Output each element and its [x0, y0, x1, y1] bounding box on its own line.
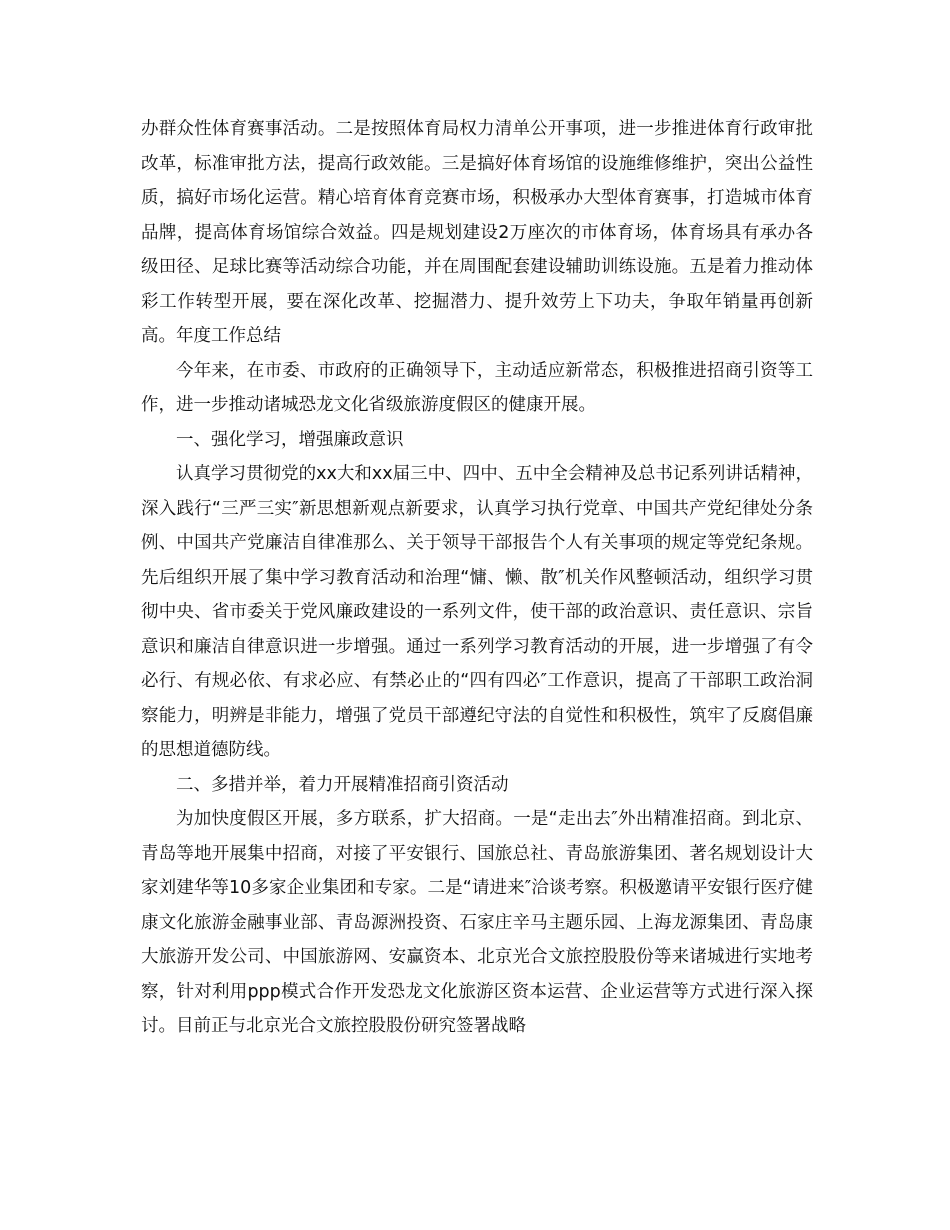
paragraph-party-study: 认真学习贯彻党的xx大和xx届三中、四中、五中全会精神及总书记系列讲话精神，深入践行“三严三实″新思想新观点新要求，认真学习执行党章、中国共产党纪律处分条例、中国共产党廉洁自律准那么、关于领导干部报告个人有关事项的规定等党纪条规。先后组织开展了集中学习教育活动和治理“慵、懒、散″机关作风整顿活动，组织学习贯彻中央、省市委关于党风廉政建设的一系列文件，使干部的政治意识、责任意识、宗旨意识和廉洁自律意识进一步增强。通过一系列学习教育活动的开展，进一步增强了有令必行、有规必依、有求必应、有禁必止的“四有四必″工作意识，提高了干部职工政治洞察能力，明辨是非能力，增强了党员干部遵纪守法的自觉性和积极性，筑牢了反腐倡廉的思想道德防线。 — [141, 464, 813, 760]
section-heading-strengthen-study: 一、强化学习，增强廉政意识 — [176, 429, 404, 450]
paragraph-continuation-sports-work: 办群众性体育赛事活动。二是按照体育局权力清单公开事项，进一步推进体育行政审批改革，标准审批方法，提高行政效能。三是搞好体育场馆的设施维修维护，突出公益性质，搞好市场化运营。精心培育体育竞赛市场，积极承办大型体育赛事，打造城市体育品牌，提高体育场馆综合效益。四是规划建设2万座次的市体育场，体育场具有承办各级田径、足球比赛等活动综合功能，并在周围配套建设辅助训练设施。五是着力推动体彩工作转型开展，要在深化改革、挖掘潜力、提升效劳上下功夫，争取年销量再创新高。年度工作总结 — [141, 119, 813, 346]
paragraph-investment-activities: 为加快度假区开展，多方联系，扩大招商。一是“走出去″外出精准招商。到北京、青岛等地开展集中招商，对接了平安银行、国旅总社、青岛旅游集团、著名规划设计大家刘建华等10多家企业集团和专家。二是“请进来″洽谈考察。积极邀请平安银行医疗健康文化旅游金融事业部、青岛源洲投资、石家庄辛马主题乐园、上海龙源集团、青岛康大旅游开发公司、中国旅游网、安赢资本、北京光合文旅控股股份等来诸城进行实地考察，针对利用ppp模式合作开发恐龙文化旅游区资本运营、企业运营等方式进行深入探讨。目前正与北京光合文旅控股股份研究签署战略 — [141, 809, 813, 1036]
section-heading-investment-attraction: 二、多措并举，着力开展精准招商引资活动 — [176, 774, 509, 795]
document-body — [141, 112, 813, 1044]
paragraph-intro-tourism-resort: 今年来，在市委、市政府的正确领导下，主动适应新常态，积极推进招商引资等工作，进一步推动诸城恐龙文化省级旅游度假区的健康开展。 — [141, 360, 813, 415]
